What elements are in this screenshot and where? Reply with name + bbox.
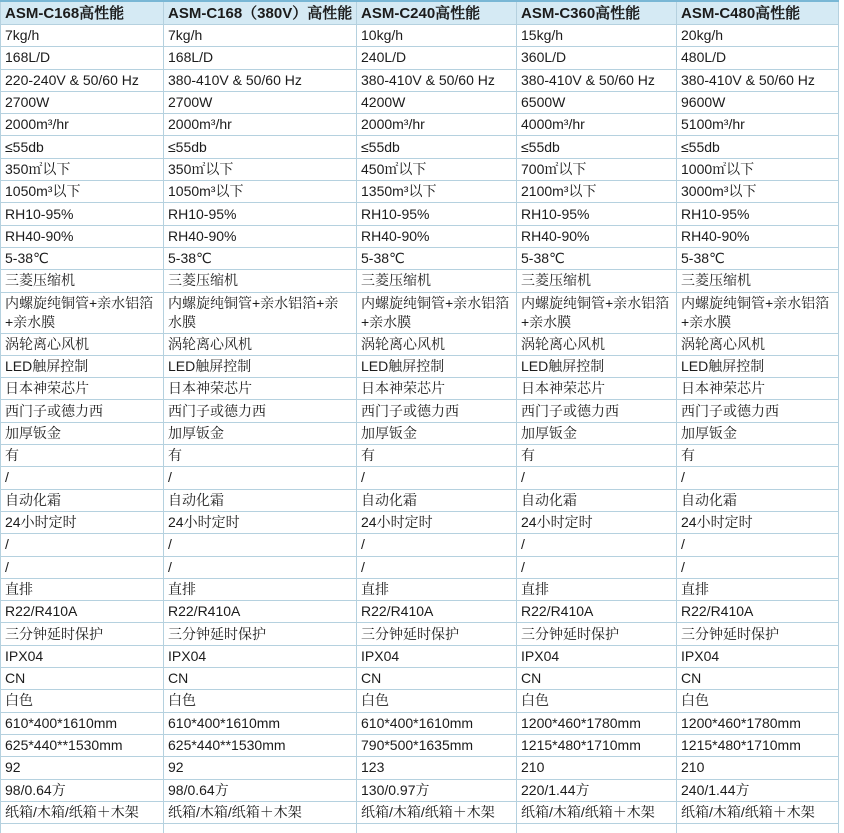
table-cell: 123	[357, 757, 517, 779]
table-cell: 纸箱/木箱/纸箱＋木架	[517, 801, 677, 823]
table-cell: 4000m³/hr	[517, 114, 677, 136]
table-cell: 24小时定时	[677, 511, 839, 533]
table-cell: RH40-90%	[1, 225, 164, 247]
table-cell: 6500W	[517, 91, 677, 113]
table-cell: 240/1.44方	[677, 779, 839, 801]
table-cell: /	[1, 534, 164, 556]
table-cell: 三分钟延时保护	[1, 623, 164, 645]
column-header: ASM-C168（380V）高性能	[164, 1, 357, 25]
table-cell: 加厚钣金	[677, 422, 839, 444]
table-row	[1, 69, 839, 91]
table-cell: R22/R410A	[677, 601, 839, 623]
table-cell: IPX04	[164, 645, 357, 667]
table-row-empty	[1, 824, 839, 833]
table-cell: 5100m³/hr	[677, 114, 839, 136]
table-cell: /	[677, 534, 839, 556]
table-cell: 380-410V & 50/60 Hz	[517, 69, 677, 91]
table-row	[1, 511, 839, 533]
table-row	[1, 779, 839, 801]
table-cell: 1200*460*1780mm	[517, 712, 677, 734]
table-cell: 加厚钣金	[517, 422, 677, 444]
table-cell: 1000㎡以下	[677, 158, 839, 180]
table-cell: 5-38℃	[517, 247, 677, 269]
table-cell: /	[357, 467, 517, 489]
table-cell	[677, 824, 839, 833]
table-cell: 700㎡以下	[517, 158, 677, 180]
table-cell: R22/R410A	[164, 601, 357, 623]
table-cell: 5-38℃	[164, 247, 357, 269]
table-cell: 三菱压缩机	[677, 270, 839, 292]
table-cell	[517, 824, 677, 833]
table-cell: 480L/D	[677, 47, 839, 69]
table-cell: R22/R410A	[517, 601, 677, 623]
table-cell: 24小时定时	[1, 511, 164, 533]
table-row	[1, 181, 839, 203]
table-cell: RH40-90%	[677, 225, 839, 247]
table-cell: 白色	[517, 690, 677, 712]
table-cell: 西门子或德力西	[1, 400, 164, 422]
table-row	[1, 623, 839, 645]
table-cell: 130/0.97方	[357, 779, 517, 801]
table-cell: 5-38℃	[677, 247, 839, 269]
table-cell: 610*400*1610mm	[1, 712, 164, 734]
table-row	[1, 445, 839, 467]
table-row	[1, 467, 839, 489]
table-row	[1, 801, 839, 823]
table-cell: 日本神荣芯片	[164, 378, 357, 400]
table-cell: 西门子或德力西	[677, 400, 839, 422]
table-cell: ≤55db	[357, 136, 517, 158]
table-cell: LED触屏控制	[1, 355, 164, 377]
table-cell: 有	[164, 445, 357, 467]
table-cell	[357, 824, 517, 833]
table-cell: 加厚钣金	[1, 422, 164, 444]
table-row	[1, 225, 839, 247]
table-cell: 自动化霜	[1, 489, 164, 511]
table-cell: 日本神荣芯片	[1, 378, 164, 400]
table-cell: 有	[1, 445, 164, 467]
table-cell: 日本神荣芯片	[517, 378, 677, 400]
table-cell: 涡轮离心风机	[517, 333, 677, 355]
table-cell: /	[1, 556, 164, 578]
table-cell: 白色	[164, 690, 357, 712]
table-cell: 92	[164, 757, 357, 779]
table-cell: 220/1.44方	[517, 779, 677, 801]
table-cell: 2700W	[1, 91, 164, 113]
table-cell: 三分钟延时保护	[677, 623, 839, 645]
table-cell: 自动化霜	[164, 489, 357, 511]
table-cell: 自动化霜	[677, 489, 839, 511]
table-cell: 三分钟延时保护	[357, 623, 517, 645]
table-cell: /	[517, 534, 677, 556]
table-cell: 24小时定时	[164, 511, 357, 533]
table-row	[1, 489, 839, 511]
table-cell: 1200*460*1780mm	[677, 712, 839, 734]
column-header: ASM-C240高性能	[357, 1, 517, 25]
table-cell: 纸箱/木箱/纸箱＋木架	[357, 801, 517, 823]
table-cell: 1215*480*1710mm	[517, 734, 677, 756]
table-cell: CN	[677, 668, 839, 690]
table-row	[1, 757, 839, 779]
table-cell: CN	[164, 668, 357, 690]
table-cell: 加厚钣金	[164, 422, 357, 444]
table-cell: 内螺旋纯铜管+亲水铝箔+亲水膜	[677, 292, 839, 333]
table-cell: LED触屏控制	[677, 355, 839, 377]
table-row	[1, 378, 839, 400]
table-cell: 日本神荣芯片	[677, 378, 839, 400]
table-cell: IPX04	[517, 645, 677, 667]
table-cell: 三菱压缩机	[1, 270, 164, 292]
table-cell: 2700W	[164, 91, 357, 113]
table-cell: 涡轮离心风机	[677, 333, 839, 355]
table-cell: CN	[517, 668, 677, 690]
table-cell: 西门子或德力西	[357, 400, 517, 422]
table-row	[1, 400, 839, 422]
table-cell: 15kg/h	[517, 25, 677, 47]
table-cell: CN	[1, 668, 164, 690]
table-cell: 790*500*1635mm	[357, 734, 517, 756]
table-cell: 210	[517, 757, 677, 779]
table-cell: 直排	[677, 578, 839, 600]
table-cell: /	[357, 534, 517, 556]
table-cell: RH40-90%	[164, 225, 357, 247]
table-cell: RH40-90%	[517, 225, 677, 247]
table-cell: 450㎡以下	[357, 158, 517, 180]
table-cell: 内螺旋纯铜管+亲水铝箔+亲水膜	[164, 292, 357, 333]
table-cell: /	[357, 556, 517, 578]
table-cell: /	[677, 467, 839, 489]
table-cell	[1, 824, 164, 833]
table-cell: RH10-95%	[517, 203, 677, 225]
table-cell: 5-38℃	[357, 247, 517, 269]
table-row	[1, 712, 839, 734]
column-header: ASM-C168高性能	[1, 1, 164, 25]
table-cell: 涡轮离心风机	[357, 333, 517, 355]
table-cell: 625*440**1530mm	[164, 734, 357, 756]
table-cell: 380-410V & 50/60 Hz	[677, 69, 839, 91]
table-cell: IPX04	[1, 645, 164, 667]
table-cell: /	[517, 467, 677, 489]
table-cell	[164, 824, 357, 833]
table-cell: 纸箱/木箱/纸箱＋木架	[1, 801, 164, 823]
table-cell: ≤55db	[164, 136, 357, 158]
table-cell: RH10-95%	[1, 203, 164, 225]
table-cell: 涡轮离心风机	[1, 333, 164, 355]
table-cell: 24小时定时	[357, 511, 517, 533]
table-cell: 168L/D	[1, 47, 164, 69]
table-cell: 内螺旋纯铜管+亲水铝箔+亲水膜	[1, 292, 164, 333]
table-cell: /	[517, 556, 677, 578]
table-cell: IPX04	[677, 645, 839, 667]
table-row	[1, 355, 839, 377]
table-cell: /	[1, 467, 164, 489]
table-cell: 纸箱/木箱/纸箱＋木架	[164, 801, 357, 823]
header-row	[1, 1, 839, 25]
table-cell: 直排	[517, 578, 677, 600]
table-cell: 240L/D	[357, 47, 517, 69]
table-cell: 内螺旋纯铜管+亲水铝箔+亲水膜	[357, 292, 517, 333]
table-cell: 有	[677, 445, 839, 467]
table-cell: R22/R410A	[1, 601, 164, 623]
table-row	[1, 25, 839, 47]
table-cell: 210	[677, 757, 839, 779]
table-row	[1, 534, 839, 556]
table-cell: 三菱压缩机	[164, 270, 357, 292]
table-cell: 7kg/h	[164, 25, 357, 47]
table-row	[1, 690, 839, 712]
table-cell: 3000m³以下	[677, 181, 839, 203]
table-cell: 2000m³/hr	[164, 114, 357, 136]
table-row	[1, 601, 839, 623]
table-cell: 1050m³以下	[1, 181, 164, 203]
table-cell: 7kg/h	[1, 25, 164, 47]
table-cell: ≤55db	[1, 136, 164, 158]
table-cell: /	[164, 556, 357, 578]
table-cell: 1350m³以下	[357, 181, 517, 203]
table-cell: 98/0.64方	[1, 779, 164, 801]
table-cell: ≤55db	[677, 136, 839, 158]
table-cell: IPX04	[357, 645, 517, 667]
table-cell: LED触屏控制	[164, 355, 357, 377]
table-cell: 自动化霜	[357, 489, 517, 511]
table-cell: 10kg/h	[357, 25, 517, 47]
table-cell: 1050m³以下	[164, 181, 357, 203]
table-cell: 5-38℃	[1, 247, 164, 269]
spec-table-body	[1, 25, 839, 833]
table-row	[1, 578, 839, 600]
column-header: ASM-C360高性能	[517, 1, 677, 25]
table-cell: 直排	[1, 578, 164, 600]
table-cell: LED触屏控制	[357, 355, 517, 377]
table-cell: 三菱压缩机	[357, 270, 517, 292]
table-cell: 24小时定时	[517, 511, 677, 533]
table-cell: 220-240V & 50/60 Hz	[1, 69, 164, 91]
table-cell: 白色	[357, 690, 517, 712]
table-cell: 360L/D	[517, 47, 677, 69]
table-row	[1, 556, 839, 578]
table-cell: 纸箱/木箱/纸箱＋木架	[677, 801, 839, 823]
table-cell: 20kg/h	[677, 25, 839, 47]
table-cell: 168L/D	[164, 47, 357, 69]
table-cell: 内螺旋纯铜管+亲水铝箔+亲水膜	[517, 292, 677, 333]
table-row	[1, 645, 839, 667]
table-cell: 三分钟延时保护	[517, 623, 677, 645]
table-row	[1, 114, 839, 136]
table-cell: 9600W	[677, 91, 839, 113]
table-row	[1, 734, 839, 756]
table-row	[1, 136, 839, 158]
table-row	[1, 422, 839, 444]
table-cell: 自动化霜	[517, 489, 677, 511]
table-cell: 610*400*1610mm	[357, 712, 517, 734]
table-cell: 2000m³/hr	[1, 114, 164, 136]
table-cell: 1215*480*1710mm	[677, 734, 839, 756]
table-row	[1, 247, 839, 269]
table-row	[1, 203, 839, 225]
table-row	[1, 333, 839, 355]
table-row	[1, 270, 839, 292]
table-cell: RH10-95%	[677, 203, 839, 225]
table-cell: 直排	[357, 578, 517, 600]
table-cell: 加厚钣金	[357, 422, 517, 444]
table-cell: 日本神荣芯片	[357, 378, 517, 400]
table-cell: 西门子或德力西	[164, 400, 357, 422]
table-cell: 380-410V & 50/60 Hz	[357, 69, 517, 91]
table-cell: 4200W	[357, 91, 517, 113]
table-cell: CN	[357, 668, 517, 690]
table-cell: /	[164, 534, 357, 556]
table-row	[1, 668, 839, 690]
table-row	[1, 47, 839, 69]
table-cell: RH10-95%	[357, 203, 517, 225]
table-cell: 三分钟延时保护	[164, 623, 357, 645]
table-cell: 380-410V & 50/60 Hz	[164, 69, 357, 91]
table-cell: /	[677, 556, 839, 578]
table-cell: 直排	[164, 578, 357, 600]
table-cell: 有	[517, 445, 677, 467]
table-cell: 三菱压缩机	[517, 270, 677, 292]
table-row	[1, 158, 839, 180]
table-cell: LED触屏控制	[517, 355, 677, 377]
table-cell: 白色	[677, 690, 839, 712]
table-cell: 350㎡以下	[1, 158, 164, 180]
table-cell: RH40-90%	[357, 225, 517, 247]
table-cell: ≤55db	[517, 136, 677, 158]
table-cell: 白色	[1, 690, 164, 712]
table-cell: /	[164, 467, 357, 489]
table-cell: 98/0.64方	[164, 779, 357, 801]
table-cell: 92	[1, 757, 164, 779]
table-cell: RH10-95%	[164, 203, 357, 225]
table-cell: 610*400*1610mm	[164, 712, 357, 734]
table-cell: 625*440**1530mm	[1, 734, 164, 756]
table-row	[1, 91, 839, 113]
table-cell: R22/R410A	[357, 601, 517, 623]
table-cell: 涡轮离心风机	[164, 333, 357, 355]
table-cell: 有	[357, 445, 517, 467]
table-cell: 350㎡以下	[164, 158, 357, 180]
table-cell: 2100m³以下	[517, 181, 677, 203]
table-cell: 2000m³/hr	[357, 114, 517, 136]
table-cell: 西门子或德力西	[517, 400, 677, 422]
column-header: ASM-C480高性能	[677, 1, 839, 25]
table-row	[1, 292, 839, 333]
